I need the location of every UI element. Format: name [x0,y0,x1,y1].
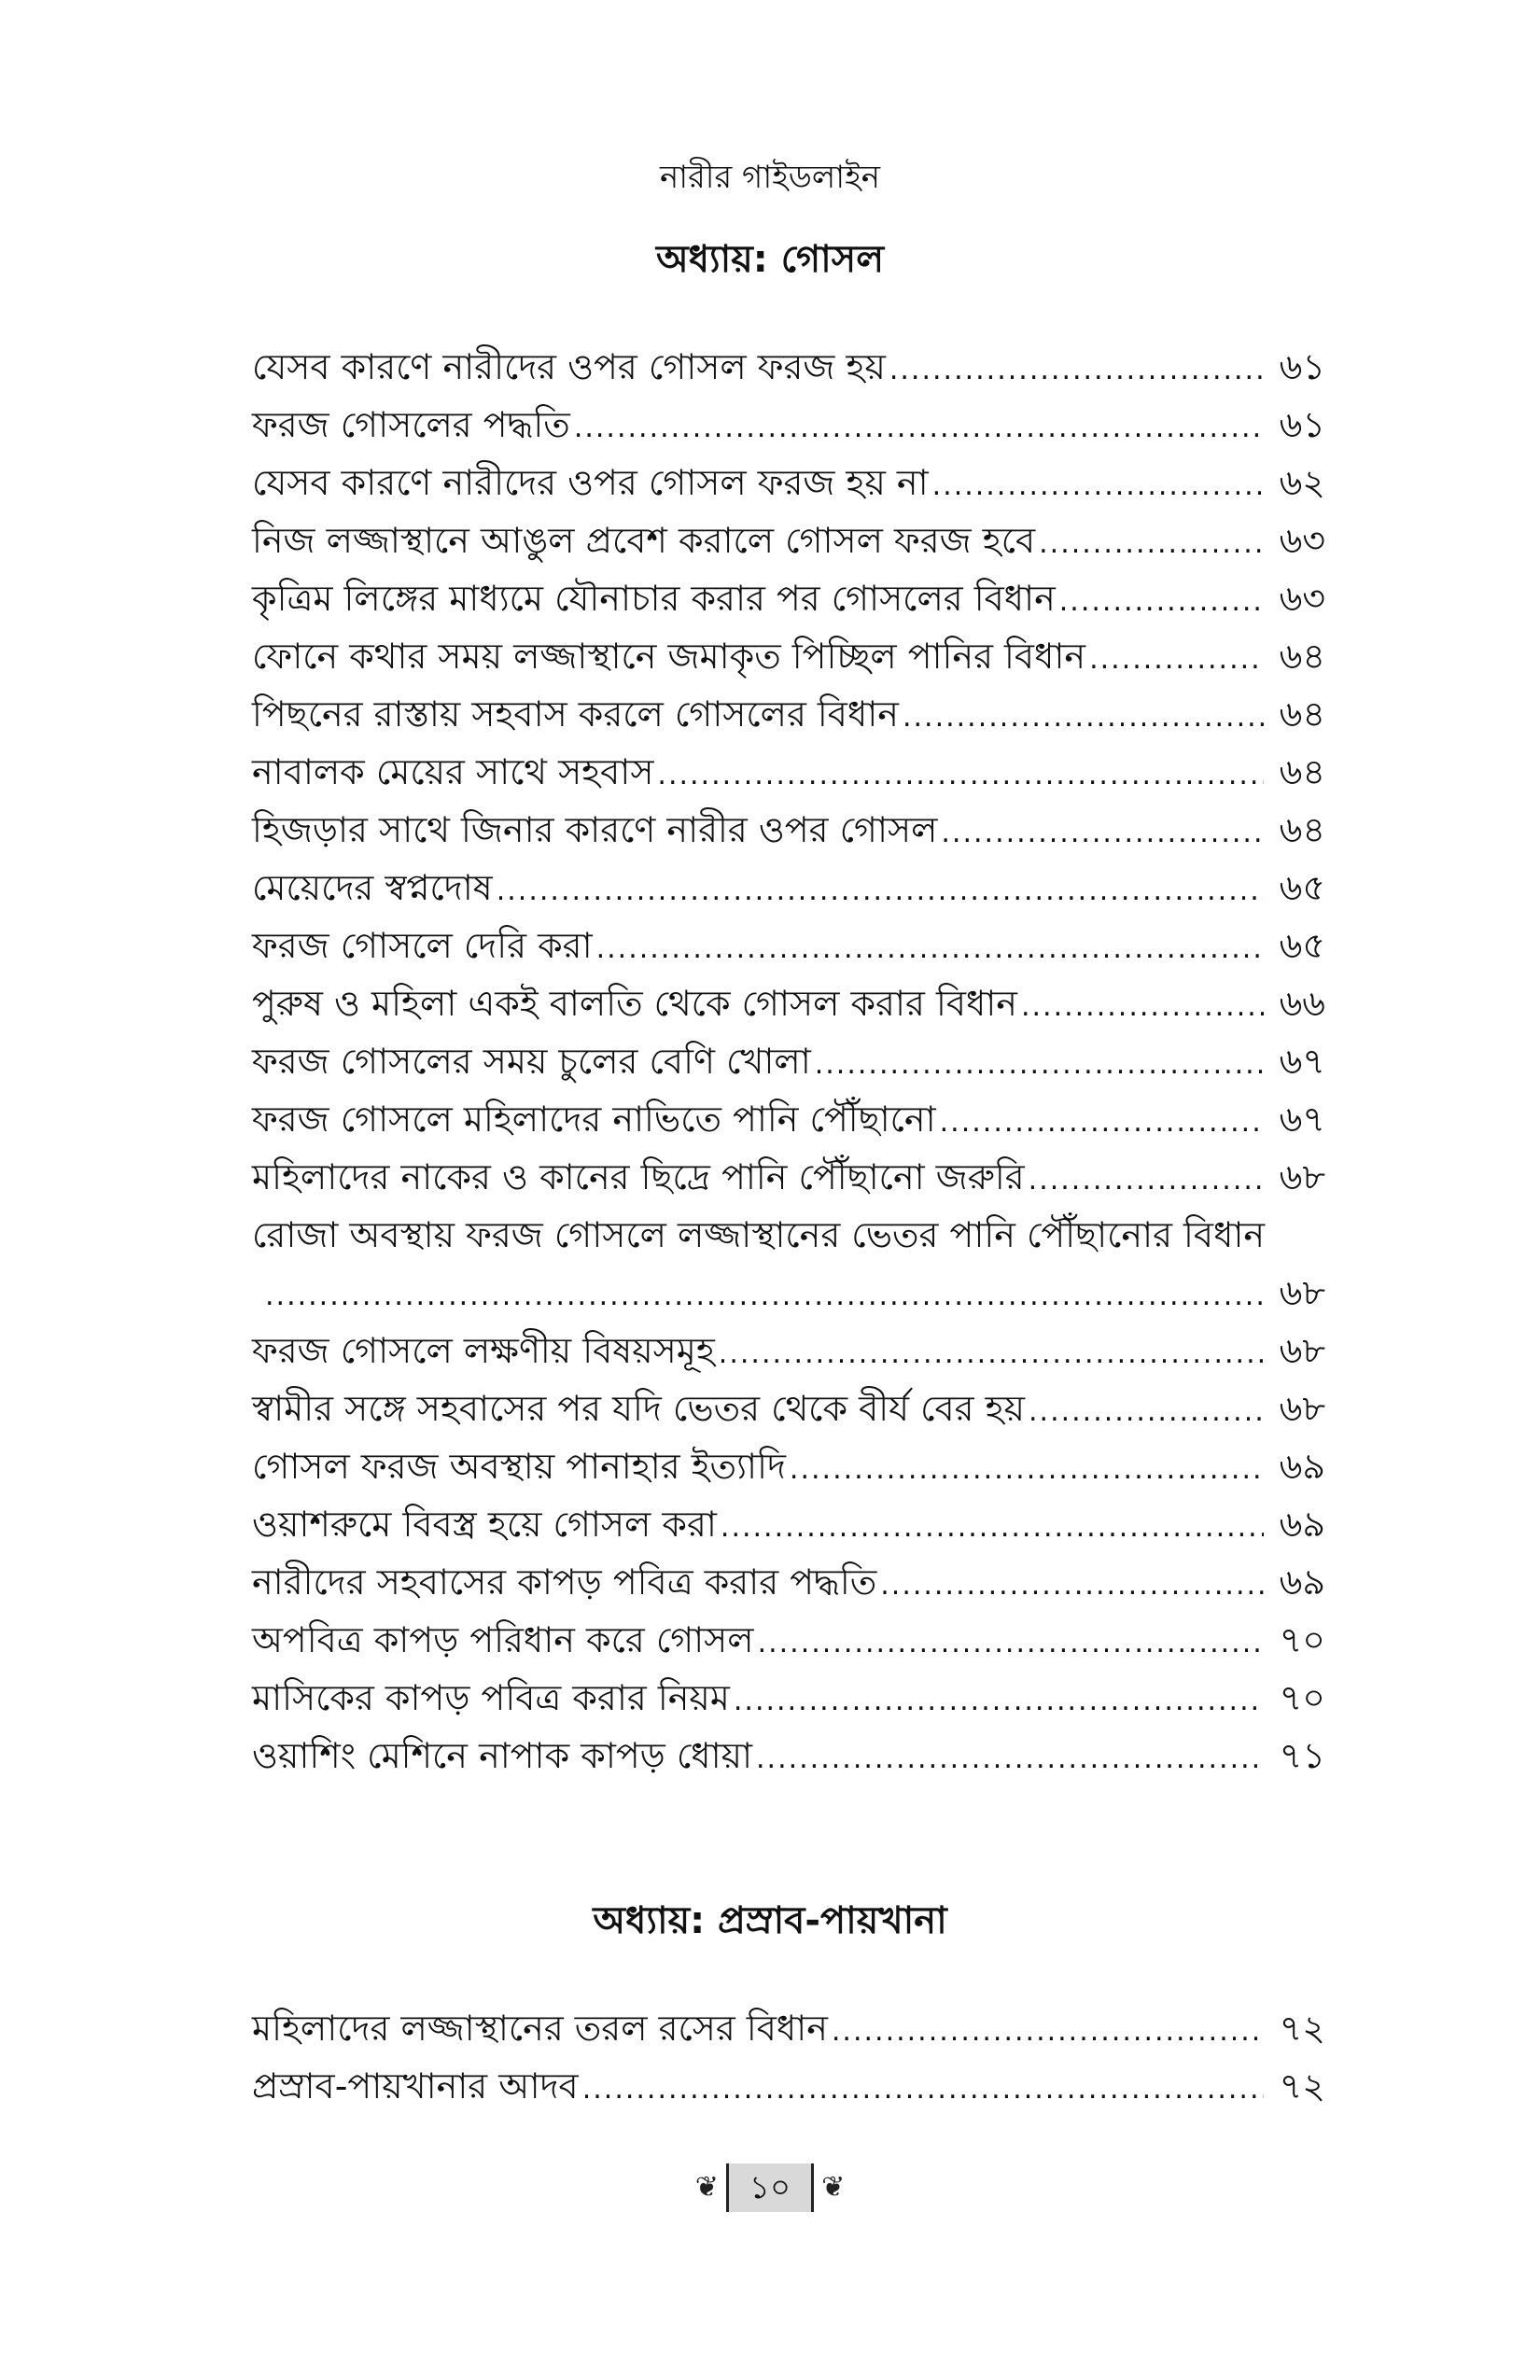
dot-leader [1029,1152,1264,1210]
toc-entry-text: মহিলাদের লজ্জাস্থানের তরল রসের বিধান [252,2008,828,2049]
toc-entry[interactable] [252,1090,1325,1148]
toc-entry-text: হিজড়ার সাথে জিনার কারণে নারীর ওপর গোসল [252,809,938,850]
toc-page-number: ৬৯ [1279,1446,1325,1487]
ornament-right-icon: ❦ [821,2171,846,2204]
running-header: নারীর গাইডলাইন [659,159,881,196]
toc-page-number: ৬৯ [1279,1504,1325,1545]
toc-page-number: ৬৯ [1279,1561,1325,1603]
dot-leader [1039,515,1264,573]
toc-page-number: ৬৮ [1279,1330,1325,1371]
toc-page-number: ৬৮ [1279,1156,1325,1197]
toc-entry-text: ফরজ গোসলের সময় চুলের বেণি খোলা [252,1041,811,1082]
toc-list-toilet [252,1999,1325,2115]
dot-leader [582,2061,1264,2119]
dot-leader [790,1441,1264,1499]
toc-entry-text: গোসল ফরজ অবস্থায় পানাহার ইত্যাদি [252,1446,786,1487]
toc-entry[interactable] [252,1611,1325,1669]
toc-page-number: ৬৫ [1279,925,1325,966]
toc-entry-continuation [252,1264,1325,1322]
toc-page-number: ৬৬ [1279,983,1325,1024]
toc-entry-text: মহিলাদের নাকের ও কানের ছিদ্রে পানি পৌঁছানো জরুরি [252,1156,1025,1197]
toc-entry-text: ওয়াশিং মেশিনে নাপাক কাপড় ধোয়া [252,1735,752,1776]
toc-entry-text: প্রস্রাব-পায়খানার আদব [252,2065,579,2107]
toc-page-number: ৬৭ [1279,1099,1325,1140]
dot-leader [1059,573,1264,631]
toc-entry-text: যেসব কারণে নারীদের ওপর গোসল ফরজ হয় [252,346,886,387]
dot-leader [497,862,1264,920]
toc-entry[interactable] [252,859,1325,917]
toc-entry-text: রোজা অবস্থায় ফরজ গোসলে লজ্জাস্থানের ভেতর পানি পৌঁছানোর বিধান [252,1214,1266,1255]
toc-entry[interactable] [252,1437,1325,1495]
toc-entry-text: নিজ লজ্জাস্থানে আঙুল প্রবেশ করালে গোসল ফরজ হবে [252,520,1036,561]
toc-entry-text: কৃত্রিম লিঙ্গের মাধ্যমে যৌনাচার করার পর গোসলের বিধান [252,578,1056,619]
dot-leader [734,1673,1264,1730]
toc-page-number: ৬৮ [1279,1272,1325,1313]
toc-entry[interactable] [252,974,1325,1032]
toc-entry[interactable] [252,511,1325,569]
toc-entry[interactable] [252,1669,1325,1727]
dot-leader [756,1730,1264,1788]
toc-entry-text: নারীদের সহবাসের কাপড় পবিত্র করার পদ্ধতি [252,1561,877,1603]
dot-leader [932,457,1264,515]
toc-entry[interactable] [252,917,1325,974]
dot-leader [941,805,1264,862]
toc-entry[interactable] [252,1495,1325,1553]
toc-entry-wrapped[interactable] [252,1206,1325,1322]
toc-entry-text: ফরজ গোসলের পদ্ধতি [252,404,570,445]
toc-entry[interactable] [252,1999,1325,2057]
toc-page-number: ৭০ [1279,1677,1325,1718]
toc-entry-text: মেয়েদের স্বপ্নদোষ [252,867,493,908]
toc-entry-text: ফরজ গোসলে দেরি করা [252,925,593,966]
chapter-title-gosol: অধ্যায়: গোসল [655,238,885,281]
dot-leader [889,342,1264,399]
toc-page-number: ৬৪ [1279,693,1325,735]
dot-leader [940,1094,1264,1152]
toc-page-number: ৬৩ [1279,578,1325,619]
toc-entry[interactable] [252,685,1325,743]
toc-entry[interactable] [252,338,1325,396]
toc-entry-text: ফরজ গোসলে লক্ষণীয় বিষয়সমূহ [252,1330,715,1371]
toc-entry-text: মাসিকের কাপড় পবিত্র করার নিয়ম [252,1677,730,1718]
toc-page-number: ৬২ [1279,462,1325,503]
toc-page-number: ৬৪ [1279,751,1325,792]
dot-leader [657,747,1264,805]
toc-entry[interactable] [252,1148,1325,1206]
toc-entry[interactable] [252,1379,1325,1437]
dot-leader [721,1499,1264,1557]
toc-entry-text: পুরুষ ও মহিলা একই বালতি থেকে গোসল করার বিধান [252,983,1017,1024]
toc-page-number: ৬৩ [1279,520,1325,561]
toc-entry[interactable] [252,801,1325,859]
dot-leader [1089,631,1264,689]
toc-entry[interactable] [252,454,1325,511]
page-footer [0,2163,1540,2212]
toc-page-number: ৬৭ [1279,1041,1325,1082]
toc-page-number: ৬৮ [1279,1388,1325,1429]
toc-page-number: ৭০ [1279,1619,1325,1660]
dot-leader [903,689,1264,747]
toc-entry[interactable] [252,627,1325,685]
toc-page-number: ৭২ [1279,2008,1325,2049]
toc-entry-text: ফরজ গোসলে মহিলাদের নাভিতে পানি পৌঁছানো [252,1099,936,1140]
toc-entry-text: ওয়াশরুমে বিবস্ত্র হয়ে গোসল করা [252,1504,717,1545]
toc-entry[interactable] [252,396,1325,454]
toc-page-number: ৬১ [1279,404,1325,445]
toc-page-number: ৭১ [1279,1735,1325,1776]
folio [695,2163,845,2212]
toc-entry[interactable] [252,1553,1325,1611]
toc-entry[interactable] [252,1727,1325,1785]
toc-entry-text: স্বামীর সঙ্গে সহবাসের পর যদি ভেতর থেকে বীর্য বের হয় [252,1388,1025,1429]
chapter-title-toilet: অধ্যায়: প্রস্রাব-পায়খানা [593,1899,947,1942]
toc-page-number: ৬৫ [1279,867,1325,908]
page-number: ১০ [726,2163,814,2212]
dot-leader [719,1325,1264,1383]
toc-entry[interactable] [252,1032,1325,1090]
toc-entry-text: ফোনে কথার সময় লজ্জাস্থানে জমাকৃত পিচ্ছিল পানির বিধান [252,636,1086,677]
dot-leader [880,1557,1264,1615]
dot-leader [832,2003,1264,2061]
toc-list-gosol [252,338,1325,1785]
toc-entry-text: পিছনের রাস্তায় সহবাস করলে গোসলের বিধান [252,693,899,735]
toc-entry[interactable] [252,569,1325,627]
dot-leader [815,1036,1264,1094]
toc-entry[interactable] [252,743,1325,801]
toc-page-number: ৬৪ [1279,636,1325,677]
toc-entry-text: অপবিত্র কাপড় পরিধান করে গোসল [252,1619,754,1660]
toc-entry-text: নাবালক মেয়ের সাথে সহবাস [252,751,654,792]
dot-leader [1021,978,1264,1036]
dot-leader [265,1267,1264,1325]
toc-entry-text: যেসব কারণে নারীদের ওপর গোসল ফরজ হয় না [252,462,929,503]
toc-entry[interactable] [252,2057,1325,2115]
dot-leader [596,920,1264,978]
toc-page-number: ৭২ [1279,2065,1325,2107]
dot-leader [1029,1383,1264,1441]
toc-entry[interactable] [252,1322,1325,1379]
dot-leader [758,1615,1264,1673]
toc-page-number: ৬৪ [1279,809,1325,850]
ornament-left-icon: ❦ [694,2171,719,2204]
dot-leader [574,399,1264,457]
toc-page-number: ৬১ [1279,346,1325,387]
